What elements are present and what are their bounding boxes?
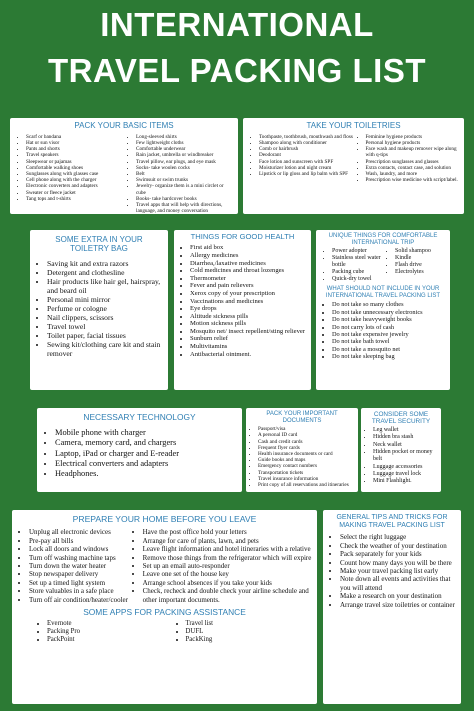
list-item: • Emergency contact numbers [258, 463, 355, 469]
list-item: • Comfortable underwear [136, 146, 234, 152]
tips-list [328, 533, 456, 609]
list-item: • Do not take a mosquito net [332, 346, 446, 353]
list-item: • Set up a timed light system [29, 579, 131, 587]
list-item: • Electronic converters and adapters [26, 183, 124, 189]
not-include-list [320, 301, 446, 360]
list-item: • Select the right luggage [340, 533, 456, 541]
health-heading: THINGS FOR GOOD HEALTH [190, 232, 295, 241]
list-item: • Shampoo along with conditioner [259, 140, 354, 146]
list-item: • Toothpaste, toothbrush, mouthwash and floss [259, 134, 354, 140]
list-item: • Travel apps that will help with directions, language, and money conversation [136, 202, 234, 214]
list-item: • Do not take heavyweight books [332, 316, 446, 323]
list-item: • Do not carry lots of cash [332, 324, 446, 331]
list-item: • A personal ID card [258, 432, 355, 438]
list-item: • Rain jacket, umbrella or windbreaker [136, 152, 234, 158]
list-item: • Travel speakers [26, 152, 124, 158]
list-item: • Sunburn relief [190, 335, 307, 343]
list-item: • Detergent and clothesline [47, 268, 163, 277]
list-item: • Store valuables in a safe place [29, 587, 131, 595]
list-item: • DUFL [186, 628, 313, 636]
documents-card [246, 408, 358, 492]
list-item: • Frequent flyer cards [258, 445, 355, 451]
list-item: • Swimsuit or swim trunks [136, 177, 234, 183]
list-item: • Travel list [186, 620, 313, 628]
home-list-2 [131, 528, 312, 604]
toiletries-heading: TAKE YOUR TOILETRIES [306, 121, 401, 130]
list-item: • Feminine hygiene products [366, 134, 461, 140]
list-item: • Do not take expensive jewelry [332, 331, 446, 338]
list-item: • Prescription sunglasses and glasses [366, 159, 461, 165]
list-item: • Set up an email auto-responder [143, 562, 312, 570]
list-item: • Pack separately for your kids [340, 550, 456, 558]
list-item: • Lock all doors and windows [29, 545, 131, 553]
list-item: • Packing cube [332, 269, 383, 276]
list-item: • Cell phone along with the charger [26, 177, 124, 183]
list-item: • Make a research on your destination [340, 592, 456, 600]
list-item: • Pre-pay all bills [29, 537, 131, 545]
home-list-1 [17, 528, 131, 604]
list-item: • Pants and shorts [26, 146, 124, 152]
list-item: • Mobile phone with charger [55, 428, 236, 438]
unique-card [316, 230, 450, 390]
list-item: • Arrange travel size toiletries or container [340, 601, 456, 609]
list-item: • Extra contacts, contact case, and solution [366, 165, 461, 171]
list-item: • Saving kit and extra razors [47, 259, 163, 268]
list-item: • Books- take hardcover books [136, 196, 234, 202]
list-item: • PackPoint [47, 636, 174, 644]
list-item: • Mini Flashlight. [373, 478, 438, 485]
list-item: • Camera, memory card, and chargers [55, 438, 236, 448]
list-item: • Luggage accessories [373, 464, 438, 471]
list-item: • Quick-dry towel [332, 276, 383, 283]
list-item: • Sweater or fleece jacket [26, 190, 124, 196]
list-item: • Turn off air condition/heater/cooler [29, 596, 131, 604]
list-item: • Arrange school absences if you take your kids [143, 579, 312, 587]
list-item: • Kindle [395, 255, 446, 262]
apps-list-1 [35, 620, 174, 644]
list-item: • Altitude sickness pills [190, 313, 307, 321]
list-item: • Hat or sun visor [26, 140, 124, 146]
technology-card [37, 408, 242, 492]
list-item: • Motion sickness pills [190, 320, 307, 328]
list-item: • Note down all events and activities that you will attend [340, 575, 456, 592]
list-item: • Allergy medicines [190, 252, 307, 260]
security-heading: CONSIDER SOME TRAVEL SECURITY [371, 411, 431, 426]
list-item: • Stainless steel water bottle [332, 255, 383, 269]
technology-list [43, 428, 236, 479]
list-item: • Health insurance documents or card [258, 451, 355, 457]
basic-items-heading: PACK YOUR BASIC ITEMS [74, 121, 174, 130]
list-item: • Passport/visa [258, 426, 355, 432]
apps-list-2 [174, 620, 313, 644]
list-item: • Leg wallet [373, 427, 438, 434]
toiletries-list-2 [354, 134, 461, 184]
list-item: • Leave one set of the house key [143, 570, 312, 578]
list-item: • Toilet paper, facial tissues [47, 331, 163, 340]
list-item: • First aid box [190, 244, 307, 252]
list-item: • Sewing kit/clothing care kit and stain remover [47, 340, 163, 358]
list-item: • Luggage travel lock [373, 471, 438, 478]
list-item: • Cash and credit cards [258, 439, 355, 445]
list-item: • Do not take unnecessary electronics [332, 309, 446, 316]
security-list [364, 427, 438, 485]
security-card [361, 408, 441, 492]
basic-items-list-2 [124, 134, 234, 214]
list-item: • Power adopter [332, 248, 383, 255]
list-item: • Belt [136, 171, 234, 177]
list-item: • Do not take so many clothes [332, 301, 446, 308]
apps-heading: SOME APPS FOR PACKING ASSISTANCE [83, 607, 246, 618]
list-item: • Arrange for care of plants, lawn, and pets [143, 537, 312, 545]
tips-card [323, 510, 461, 704]
list-item: • Face wash and makeup remover wipe along with q-tips [366, 146, 461, 158]
list-item: • Travel towel [47, 322, 163, 331]
list-item: • Print copy of all reservations and itineraries [258, 482, 355, 488]
list-item: • Vaccinations and medicines [190, 298, 307, 306]
list-item: • Stop newspaper delivery [29, 570, 131, 578]
list-item: • Hidden bra stash [373, 434, 438, 441]
list-item: • Fever and pain relievers [190, 282, 307, 290]
list-item: • Comfortable walking shoes [26, 165, 124, 171]
list-item: • Travel pillow, ear plugs, and eye mask [136, 159, 234, 165]
list-item: • Packing Pro [47, 628, 174, 636]
list-item: • Eye drops [190, 305, 307, 313]
list-item: • Antibacterial ointment. [190, 351, 307, 359]
list-item: • Personal hygiene products [366, 140, 461, 146]
list-item: • Sleepwear or pajamas [26, 159, 124, 165]
list-item: • Xerox copy of your prescription [190, 290, 307, 298]
list-item: • Electrolytes [395, 269, 446, 276]
tips-heading: GENERAL TIPS AND TRICKS FOR MAKING TRAVEL PACKING LIST [336, 514, 448, 529]
documents-heading: PACK YOUR IMPORTANT DOCUMENTS [266, 411, 338, 424]
list-item: • Hair products like hair gel, hairspray, and beard oil [47, 277, 163, 295]
basic-items-card [10, 118, 238, 214]
list-item: • Wash, laundry, and more [366, 171, 461, 177]
list-item: • Guide books and maps [258, 457, 355, 463]
list-item: • Do not take bath towel [332, 338, 446, 345]
list-item: • Comb or hairbrush [259, 146, 354, 152]
list-item: • Sunglasses along with glasses case [26, 171, 124, 177]
list-item: • Check the weather of your destination [340, 542, 456, 550]
list-item: • Neck wallet [373, 442, 438, 449]
list-item: • Multivitamins [190, 343, 307, 351]
list-item: • Personal mini mirror [47, 295, 163, 304]
list-item: • Turn down the water heater [29, 562, 131, 570]
list-item: • Check, recheck and double check your airline schedule and other important documents. [143, 587, 312, 604]
health-card [174, 230, 311, 390]
list-item: • Travel insurance information [258, 476, 355, 482]
home-card [12, 510, 317, 704]
list-item: • Electrical converters and adapters [55, 459, 236, 469]
list-item: • Perfume or cologne [47, 304, 163, 313]
documents-list [249, 426, 355, 488]
list-item: • Lipstick or lip gloss and lip balm with SPF [259, 171, 354, 177]
title-line-1: INTERNATIONAL [100, 6, 374, 43]
list-item: • Remove those things from the refrigerator which will expire [143, 554, 312, 562]
list-item: • Unplug all electronic devices [29, 528, 131, 536]
list-item: • Few lightweight cloths [136, 140, 234, 146]
toiletries-card [243, 118, 464, 214]
list-item: • Evernote [47, 620, 174, 628]
list-item: • Leave flight information and hotel itineraries with a relative [143, 545, 312, 553]
list-item: • Nail clippers, scissors [47, 313, 163, 322]
list-item: • Socks- take woolen cocks [136, 165, 234, 171]
list-item: • Scarf or bandana [26, 134, 124, 140]
list-item: • Moisturizer lotion and night cream [259, 165, 354, 171]
home-heading: PREPARE YOUR HOME BEFORE YOU LEAVE [72, 514, 257, 524]
list-item: • Make your travel packing list early [340, 567, 456, 575]
extra-toiletry-list [35, 259, 163, 358]
list-item: • Flash drive [395, 262, 446, 269]
not-include-heading: WHAT SHOULD NOT INCLUDE IN YOUR INTERNATIONAL TRAVEL PACKING LIST [325, 286, 441, 299]
list-item: • Turn off washing machine taps [29, 554, 131, 562]
list-item: • Prescription wise medicine with script/label. [366, 177, 461, 183]
list-item: • Cold medicines and throat lozenges [190, 267, 307, 275]
toiletries-list-1 [247, 134, 354, 184]
list-item: • Jewelry- organize them is a mini circlet or cube [136, 183, 234, 195]
list-item: • Deodorant [259, 152, 354, 158]
list-item: • Transportation tickets [258, 470, 355, 476]
list-item: • Headphones. [55, 469, 236, 479]
list-item: • Face lotion and sunscreen with SPF [259, 159, 354, 165]
list-item: • Thermometer [190, 275, 307, 283]
list-item: • Laptop, iPad or charger and E-reader [55, 449, 236, 459]
list-item: • Mosquito net/ insect repellent/sting reliever [190, 328, 307, 336]
title-line-2: TRAVEL PACKING LIST [47, 52, 426, 89]
extra-toiletry-heading: SOME EXTRA IN YOUR TOILETRY BAG [55, 235, 143, 253]
unique-heading: UNIQUE THINGS FOR COMFORTABLE INTERNATIONAL TRIP [328, 233, 438, 246]
list-item: • Hidden pocket or money belt [373, 449, 438, 464]
list-item: • Tang tops and t-shirts [26, 196, 124, 202]
unique-list-1 [320, 248, 383, 283]
list-item: • Diarrhea,/laxative medicines [190, 260, 307, 268]
unique-list-2 [383, 248, 446, 283]
health-list [178, 244, 307, 358]
technology-heading: NECESSARY TECHNOLOGY [83, 412, 196, 422]
list-item: • PackKing [186, 636, 313, 644]
list-item: • Have the post office hold your letters [143, 528, 312, 536]
list-item: • Do not take sleeping bag [332, 353, 446, 360]
list-item: • Solid shampoo [395, 248, 446, 255]
basic-items-list-1 [14, 134, 124, 214]
list-item: • Count how many days you will be there [340, 559, 456, 567]
extra-toiletry-card [30, 230, 168, 390]
list-item: • Long-sleeved shirts [136, 134, 234, 140]
